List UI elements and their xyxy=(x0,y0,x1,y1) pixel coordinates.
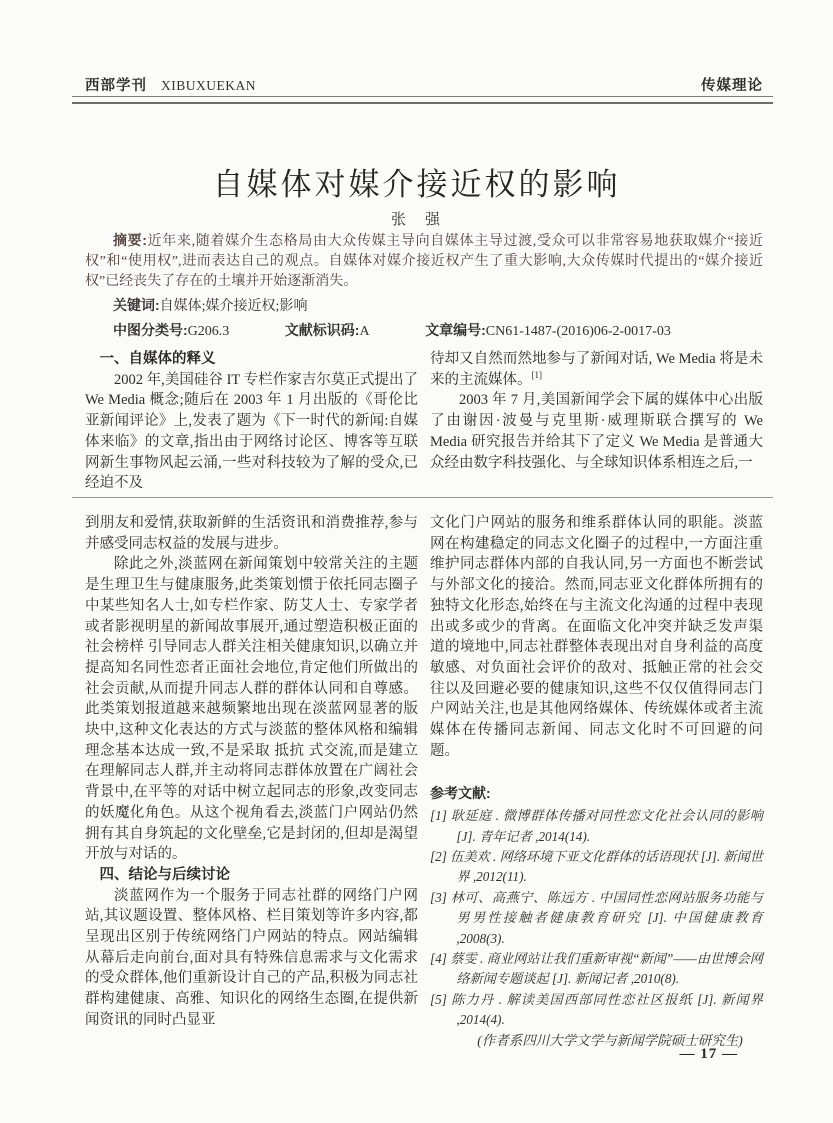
doc-code-value: A xyxy=(359,324,370,339)
keywords-text: 自媒体;媒介接近权;影响 xyxy=(159,299,308,314)
body-paragraph xyxy=(430,349,763,390)
clc-group xyxy=(113,324,229,339)
references-label: 参考文献: xyxy=(430,785,491,802)
body-bottom-columns xyxy=(85,513,763,1058)
top-right-column xyxy=(430,349,763,497)
top-left-column xyxy=(85,349,418,497)
article-title: 自媒体对媒介接近权的影响 xyxy=(212,166,621,202)
journal-title-group xyxy=(85,74,256,95)
article-author: 张 强 xyxy=(390,212,442,228)
column-name: 传媒理论 xyxy=(701,78,763,94)
journal-name: 西部学刊 xyxy=(85,78,147,94)
reference-item: [3] 林可、高燕宁、陈远方 . 中国同性恋网站服务功能与男男性接触者健康教育研究 [J]. 中国健康教育 ,2008(3). xyxy=(430,889,763,946)
section-divider-rule xyxy=(72,497,773,498)
body-paragraph: 文化门户网站的服务和维系群体认同的职能。淡蓝网在构建稳定的同志文化圈子的过程中,一方面注重维护同志群体内部的自我认同,另一方面也不断尝试与外部文化的接洽。然而,同志亚文化群体所拥有的独特文化形态,始终在与主流文化沟通的过程中表现出或多或少的背离。在面临文化冲突并缺乏发声渠道的境地中,同志社群整体表现出对自身利益的高度敏感、对负面社会评价的敌对、抵触正常的社会交往以及回避必要的健康知识,这些不仅仅值得同志门户网站关注,也是其他网络媒体、传统媒体或者主流媒体在传播同志新闻、同志文化时不可回避的问题。 xyxy=(430,515,763,759)
paragraph-text: 待却又自然而然地参与了新闻对话, We Media 将是未来的主流媒体。 xyxy=(430,351,763,388)
abstract-text: 近年来,随着媒介生态格局由大众传媒主导向自媒体主导过渡,受众可以非常容易地获取媒介“接近权”和“使用权”,进而表达自己的观点。自媒体对媒介接近权产生了重大影响,大众传媒时代提出的“媒介接近权”已经丧失了存在的土壤并开始逐渐消失。 xyxy=(85,234,763,289)
body-paragraph: 2003 年 7 月,美国新闻学会下属的媒体中心出版了由谢因·波曼与克里斯·威理斯联合撰写的 We Media 研究报告并给其下了定义 We Media 是普通大众经由数字科技强化、与全球知识体系相连之后,一 xyxy=(430,392,763,471)
reference-item: [1] 耿延庭 . 微博群体传播对同性恋文化社会认同的影响 [J]. 青年记者 ,2014(14). xyxy=(430,808,763,844)
body-top-columns xyxy=(85,349,763,497)
section-heading-1: 一、自媒体的释义 xyxy=(99,351,216,367)
section-heading-4: 四、结论与后续讨论 xyxy=(99,866,230,883)
article-no-value: CN61-1487-(2016)06-2-0017-03 xyxy=(485,324,671,339)
keywords-line xyxy=(85,295,763,317)
bottom-right-column xyxy=(430,513,763,1058)
footnote-marker: [1] xyxy=(531,369,542,380)
abstract-label: 摘要: xyxy=(113,232,147,248)
body-paragraph: 淡蓝网作为一个服务于同志社群的网络门户网站,其议题设置、整体风格、栏目策划等许多内容,都呈现出区别于传统网络门户网站的特点。网站编辑从幕后走向前台,面对具有特殊信息需求与文化需求的受众群体,他们重新设计自己的产品,积极为同志社群构建健康、高雅、知识化的网络生态圈,在提供新闻资讯的同时凸显亚 xyxy=(85,887,418,1028)
page-number: — 17 — xyxy=(679,1046,738,1062)
clc-label: 中图分类号: xyxy=(113,322,188,338)
clc-value: G206.3 xyxy=(187,324,230,339)
bottom-left-column xyxy=(85,513,418,1058)
journal-pinyin: XIBUXUEKAN xyxy=(161,78,256,93)
reference-item: [4] 蔡雯 . 商业网站让我们重新审视“新闻”——由世博会网络新闻专题谈起 [J]. 新闻记者 ,2010(8). xyxy=(430,950,763,987)
classification-line xyxy=(85,320,763,342)
body-paragraph: 2002 年,美国硅谷 IT 专栏作家吉尔莫正式提出了 We Media 概念;随后在 2003 年 1 月出版的《哥伦比亚新闻评论》上,发表了题为《下一时代的新闻:自媒体来临》的文章,指出由于网络讨论区、博客等互联网新生事物风起云涌,一些对科技较为了解的受众,已经迫不及 xyxy=(85,371,418,492)
reference-item: [5] 陈力丹 . 解读美国西部同性恋社区报纸 [J]. 新闻界 ,2014(4). xyxy=(430,991,763,1028)
body-paragraph: 除此之外,淡蓝网在新闻策划中较常关注的主题是生理卫生与健康服务,此类策划惯于依托同志圈子中某些知名人士,如专栏作家、防艾人士、专家学者或者影视明星的新闻故事展开,通过塑造积极正面的 社会榜样 引导同志人群关注相关健康知识,以确立并提高知名同性恋者正面社会地位,肯定他们所做出的社会贡献,从而提升同志人群的群体认同和自尊感。此类策划报道越来越频繁地出现在淡蓝网显著的版块中,这种文化表达的方式与淡蓝的整体风格和编辑理念基本达成一致,不是采取 抵抗 式交流,而是建立在理解同志人群,并主动将同志群体放置在广阔社会背景中,在平等的对话中树立起同志的形象,改变同志的妖魔化角色。从这个视角看去,淡蓝门户网站仍然拥有其自身筑起的文化壁垒,它是封闭的,但却是渴望开放与对话的。 xyxy=(85,556,418,863)
abstract-paragraph xyxy=(85,230,763,292)
keywords-label: 关键词: xyxy=(113,297,160,313)
doc-code-group xyxy=(285,324,370,339)
author-note: (作者系四川大学文学与新闻学院硕士研究生) xyxy=(477,1032,743,1048)
header-double-rule xyxy=(72,96,773,104)
article-no-group xyxy=(425,324,671,339)
references-list xyxy=(430,806,763,1030)
doc-code-label: 文献标识码: xyxy=(284,322,360,338)
reference-item: [2] 伍美欢 . 网络环境下亚文化群体的话语现状 [J]. 新闻世界 ,2012(11). xyxy=(430,848,763,885)
page-header xyxy=(85,74,763,95)
front-matter xyxy=(85,230,763,342)
body-paragraph: 到朋友和爱情,获取新鲜的生活资讯和消费推荐,参与并感受同志权益的发展与进步。 xyxy=(85,515,418,552)
references-section xyxy=(430,783,763,1030)
article-no-label: 文章编号: xyxy=(425,322,486,338)
